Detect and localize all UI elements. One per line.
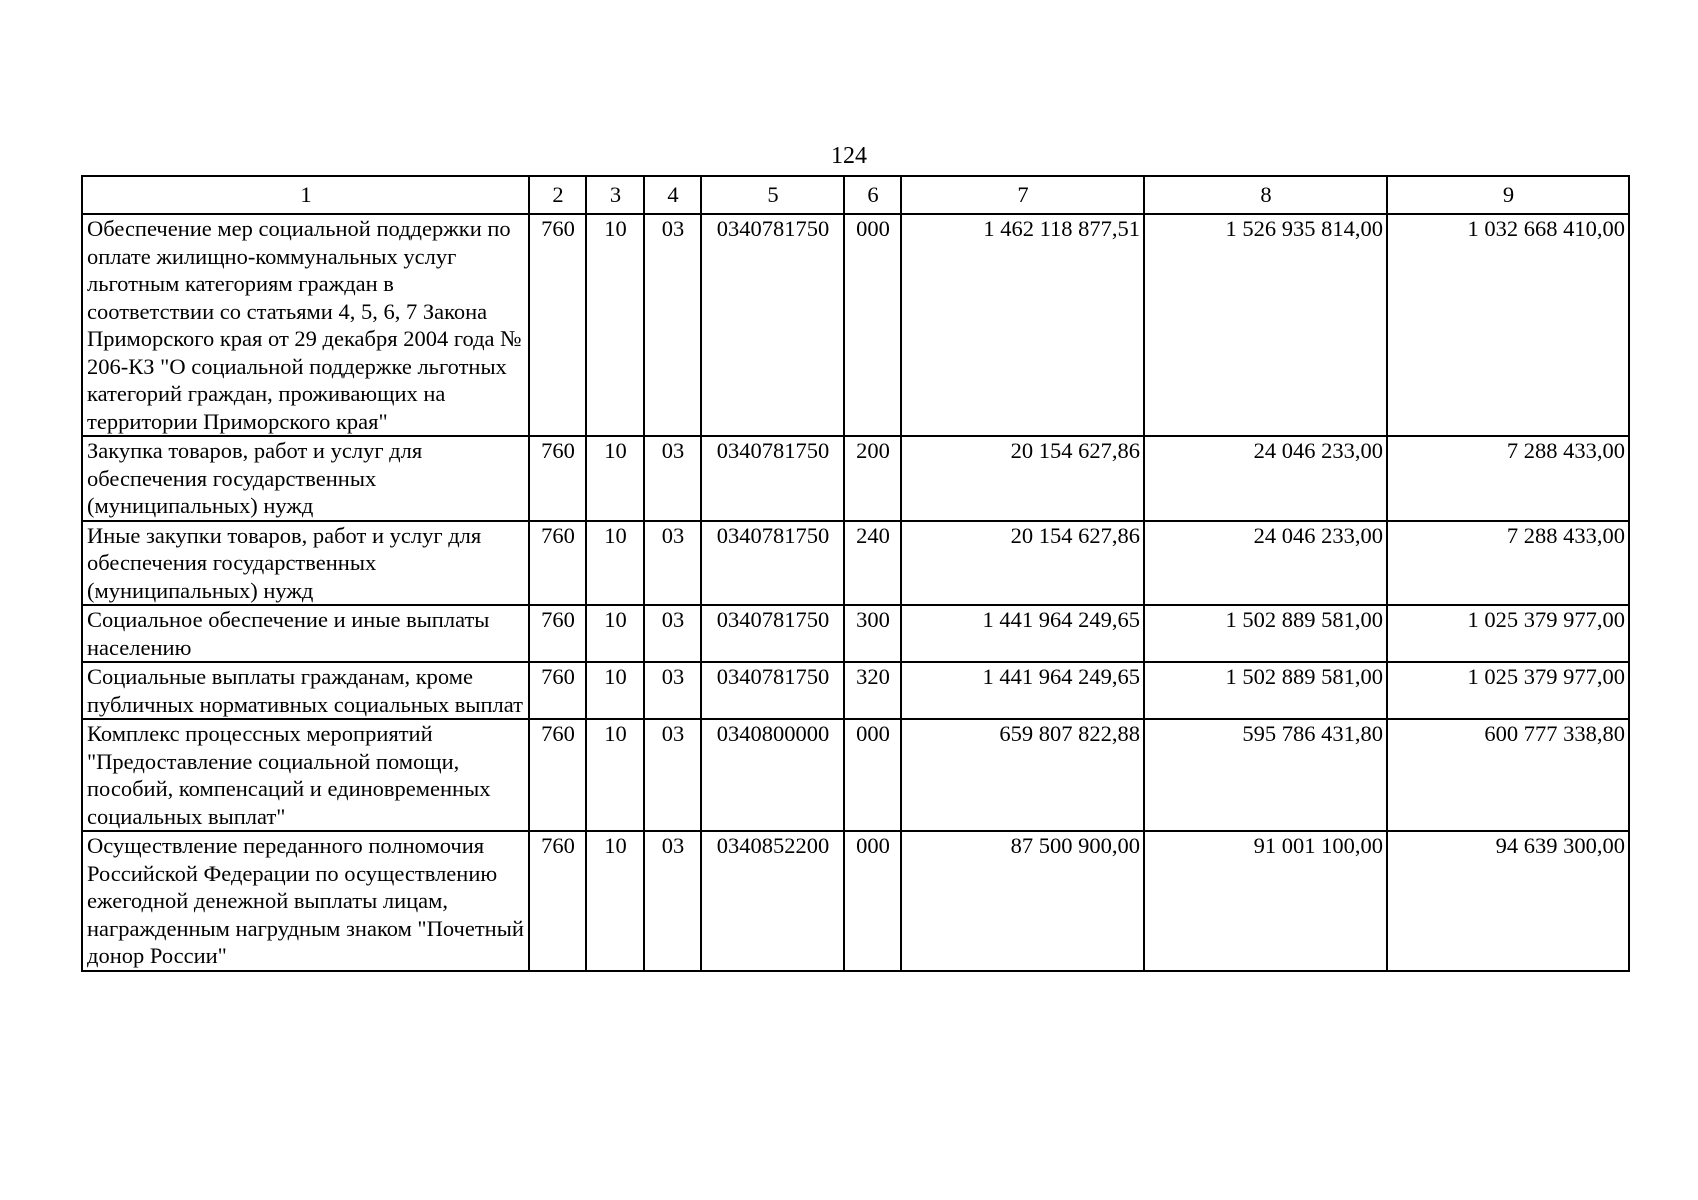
column-header-8: 8 (1144, 176, 1387, 214)
subsection-code: 03 (644, 719, 701, 831)
section-code: 10 (586, 214, 644, 436)
amount-col-9: 7 288 433,00 (1387, 521, 1629, 606)
subsection-code: 03 (644, 214, 701, 436)
target-article-code: 0340781750 (701, 662, 844, 719)
column-header-7: 7 (901, 176, 1144, 214)
subsection-code: 03 (644, 521, 701, 606)
expense-type-code: 300 (844, 605, 901, 662)
admin-code: 760 (529, 831, 586, 971)
amount-col-9: 1 025 379 977,00 (1387, 605, 1629, 662)
budget-table (81, 175, 1630, 972)
admin-code: 760 (529, 662, 586, 719)
amount-col-7: 87 500 900,00 (901, 831, 1144, 971)
target-article-code: 0340800000 (701, 719, 844, 831)
expense-type-code: 000 (844, 719, 901, 831)
subsection-code: 03 (644, 436, 701, 521)
row-name: Закупка товаров, работ и услуг для обеспечения государственных (муниципальных) нужд (82, 436, 529, 521)
subsection-code: 03 (644, 662, 701, 719)
amount-col-8: 91 001 100,00 (1144, 831, 1387, 971)
page-number: 124 (831, 143, 867, 169)
table-row (82, 831, 1629, 971)
target-article-code: 0340781750 (701, 521, 844, 606)
column-header-1: 1 (82, 176, 529, 214)
admin-code: 760 (529, 521, 586, 606)
expense-type-code: 000 (844, 831, 901, 971)
target-article-code: 0340781750 (701, 436, 844, 521)
amount-col-7: 1 441 964 249,65 (901, 605, 1144, 662)
target-article-code: 0340852200 (701, 831, 844, 971)
subsection-code: 03 (644, 831, 701, 971)
section-code: 10 (586, 521, 644, 606)
target-article-code: 0340781750 (701, 605, 844, 662)
column-header-4: 4 (644, 176, 701, 214)
amount-col-8: 1 526 935 814,00 (1144, 214, 1387, 436)
amount-col-8: 595 786 431,80 (1144, 719, 1387, 831)
table-row (82, 521, 1629, 606)
row-name: Обеспечение мер социальной поддержки по оплате жилищно-коммунальных услуг льготным категориям граждан в соответствии со статьями 4, 5, 6, 7 Закона Приморского края от 29 декабря 2004 года № 206-КЗ "О социальной поддержке льготных категорий граждан, проживающих на территории Приморского края" (82, 214, 529, 436)
section-code: 10 (586, 605, 644, 662)
amount-col-9: 1 025 379 977,00 (1387, 662, 1629, 719)
row-name: Комплекс процессных мероприятий "Предоставление социальной помощи, пособий, компенсаций и единовременных социальных выплат" (82, 719, 529, 831)
admin-code: 760 (529, 436, 586, 521)
amount-col-9: 7 288 433,00 (1387, 436, 1629, 521)
table-header (82, 176, 1629, 214)
amount-col-8: 1 502 889 581,00 (1144, 662, 1387, 719)
table-row (82, 605, 1629, 662)
expense-type-code: 320 (844, 662, 901, 719)
amount-col-8: 24 046 233,00 (1144, 521, 1387, 606)
row-name: Социальное обеспечение и иные выплаты населению (82, 605, 529, 662)
amount-col-7: 20 154 627,86 (901, 521, 1144, 606)
amount-col-7: 1 441 964 249,65 (901, 662, 1144, 719)
column-header-5: 5 (701, 176, 844, 214)
amount-col-7: 20 154 627,86 (901, 436, 1144, 521)
admin-code: 760 (529, 214, 586, 436)
amount-col-8: 24 046 233,00 (1144, 436, 1387, 521)
table-row (82, 719, 1629, 831)
row-name: Социальные выплаты гражданам, кроме публичных нормативных социальных выплат (82, 662, 529, 719)
amount-col-9: 94 639 300,00 (1387, 831, 1629, 971)
amount-col-7: 659 807 822,88 (901, 719, 1144, 831)
amount-col-9: 1 032 668 410,00 (1387, 214, 1629, 436)
expense-type-code: 240 (844, 521, 901, 606)
row-name: Осуществление переданного полномочия Российской Федерации по осуществлению ежегодной денежной выплаты лицам, награжденным нагрудным знаком "Почетный донор России" (82, 831, 529, 971)
column-header-3: 3 (586, 176, 644, 214)
column-header-2: 2 (529, 176, 586, 214)
table-row (82, 662, 1629, 719)
section-code: 10 (586, 719, 644, 831)
row-name: Иные закупки товаров, работ и услуг для обеспечения государственных (муниципальных) нужд (82, 521, 529, 606)
table-row (82, 214, 1629, 436)
section-code: 10 (586, 662, 644, 719)
table-body (82, 214, 1629, 971)
table-row (82, 436, 1629, 521)
section-code: 10 (586, 831, 644, 971)
header-row (82, 176, 1629, 214)
expense-type-code: 200 (844, 436, 901, 521)
amount-col-8: 1 502 889 581,00 (1144, 605, 1387, 662)
section-code: 10 (586, 436, 644, 521)
column-header-9: 9 (1387, 176, 1629, 214)
admin-code: 760 (529, 605, 586, 662)
amount-col-9: 600 777 338,80 (1387, 719, 1629, 831)
subsection-code: 03 (644, 605, 701, 662)
target-article-code: 0340781750 (701, 214, 844, 436)
column-header-6: 6 (844, 176, 901, 214)
amount-col-7: 1 462 118 877,51 (901, 214, 1144, 436)
admin-code: 760 (529, 719, 586, 831)
expense-type-code: 000 (844, 214, 901, 436)
